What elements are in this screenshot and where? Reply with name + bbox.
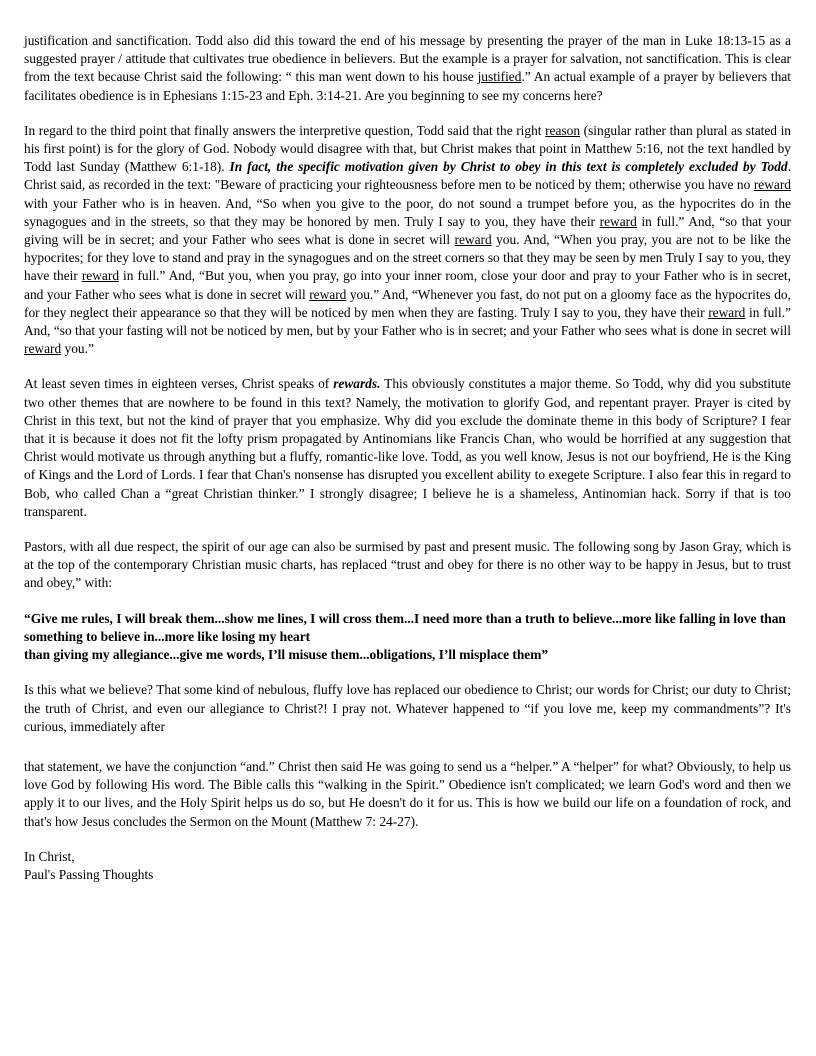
closing-line: In Christ, (24, 848, 75, 864)
song-lyrics-quote (24, 610, 791, 665)
song-lyrics-line: than giving my allegiance...give me words, I’ll misuse them...obligations, I’ll misplace them” (24, 647, 549, 663)
underlined-reward: reward (753, 177, 791, 193)
paragraph-helper: that statement, we have the conjunction “and.” Christ then said He was going to send us a “helper.” A “helper” for what? Obviously, to help us love God by following His word. The Bible calls this “walking in the Spirit.” Obedience isn't complicated; we learn God's word and then we apply it to our lives, and the Holy Spirit helps us do so, but He doesn't do it for us. This is how we build our life on a foundation of rock, and that's how Jesus concludes the Sermon on the Mount (Matthew 7: 24-27). (24, 758, 791, 829)
song-lyrics-line: “Give me rules, I will break them...show me lines, I will cross them...I need more than a truth to believe...more like falling in love than something to believe in...more like losing my heart (24, 610, 786, 644)
underlined-reward: reward (599, 213, 637, 229)
emphasis-rewards: rewards. (333, 376, 381, 392)
closing-signature (24, 848, 791, 884)
document-page (24, 32, 791, 884)
paragraph-question: Is this what we believe? That some kind of nebulous, fluffy love has replaced our obedience to Christ; our words for Christ; our duty to Christ; the truth of Christ, and even our allegiance to Christ?! I pray not. Whatever happened to “if you love me, keep my commandments”? It's curious, immediately after (24, 682, 791, 734)
paragraph-third-point: In regard to the third point that finally answers the interpretive question, Todd said that the right reason (singular rather than plural as stated in his first point) is for the glory of God. Nobody would disagree with that, but Christ makes that point in Matthew 5:16, not the text handled by Todd last Sunday (Matthew 6:1-18). In fact, the specific motivation given by Christ to obey in this text is completely excluded by Todd. Christ said, as recorded in the text: "Beware of practicing your righteousness before men to be noticed by them; otherwise you have no reward with your Father who is in heaven. And, “So when you give to the poor, do not sound a trumpet before you, as the hypocrites do in the synagogues and in the streets, so that they may be honored by men. Truly I say to you, they have their reward in full.” And, “so that your giving will be in secret; and your Father who sees what is done in secret will reward you. And, “When you pray, you are not to be like the hypocrites; for they love to stand and pray in the synagogues and on the street corners so that they may be seen by men Truly I say to you, they have their reward in full.” And, “But you, when you pray, go into your inner room, close your door and pray to your Father who is in secret, and your Father who sees what is done in secret will reward you.” And, “Whenever you fast, do not put on a gloomy face as the hypocrites do, for they neglect their appearance so that they will be noticed by men when they are fasting. Truly I say to you, they have their reward in full.” And, “so that your fasting will not be noticed by men, but by your Father who is in secret; and your Father who sees what is done in secret will reward you.” (24, 122, 792, 357)
underlined-reward: reward (309, 286, 347, 302)
paragraph-music: Pastors, with all due respect, the spirit of our age can also be surmised by past and present music. The following song by Jason Gray, which is at the top of the contemporary Christian music charts, has replaced “trust and obey for there is no other way to be happy in Jesus, but to trust and obey,” with: (24, 539, 791, 591)
underlined-reason: reason (545, 122, 581, 138)
paragraph-prayer-example: justification and sanctification. Todd also did this toward the end of his message by presenting the prayer of the man in Luke 18:13-15 as a suggested prayer / attitude that cultivates true obedience in believers. But the example is a prayer for salvation, not sanctification. This is clear from the text because Christ said the following: “ this man went down to his house justified.” An actual example of a prayer by believers that facilitates obedience is in Ephesians 1:15-23 and Eph. 3:14-21. Are you beginning to see my concerns here? (24, 33, 792, 103)
emphasis-excluded: In fact, the specific motivation given by Christ to obey in this text is completely excluded by Todd (229, 159, 788, 175)
paragraph-rewards-theme: At least seven times in eighteen verses, Christ speaks of rewards. This obviously constitutes a major theme. So Todd, why did you substitute two other themes that are nowhere to be found in this text? Namely, the motivation to glorify God, and repentant prayer. Prayer is cited by Christ in this text, but not the kind of prayer that you emphasize. Why did you exclude the dominate theme in this body of Scripture? I fear that it is because it does not fit the lofty prism propagated by Antinomians like Francis Chan, who would be horrified at any suggestion that Christ would motivate us through anything but a fluffy, romantic-like love. Todd, as you well know, Jesus is not our boyfriend, He is the King of Kings and the Lord of Lords. I fear that Chan's nonsense has disrupted you excellent ability to exegete Scripture. I also fear this in regard to Bob, who called Chan a “great Christian thinker.” I strongly disagree; I believe he is a shameless, Antinomian hack. Sorry if that is too transparent. (24, 376, 791, 519)
underlined-reward: reward (454, 232, 492, 248)
author-name: Paul's Passing Thoughts (24, 866, 154, 882)
underlined-reward: reward (708, 304, 746, 320)
underlined-reward: reward (24, 341, 62, 357)
underlined-justified: justified (477, 69, 522, 85)
underlined-reward: reward (81, 268, 120, 284)
